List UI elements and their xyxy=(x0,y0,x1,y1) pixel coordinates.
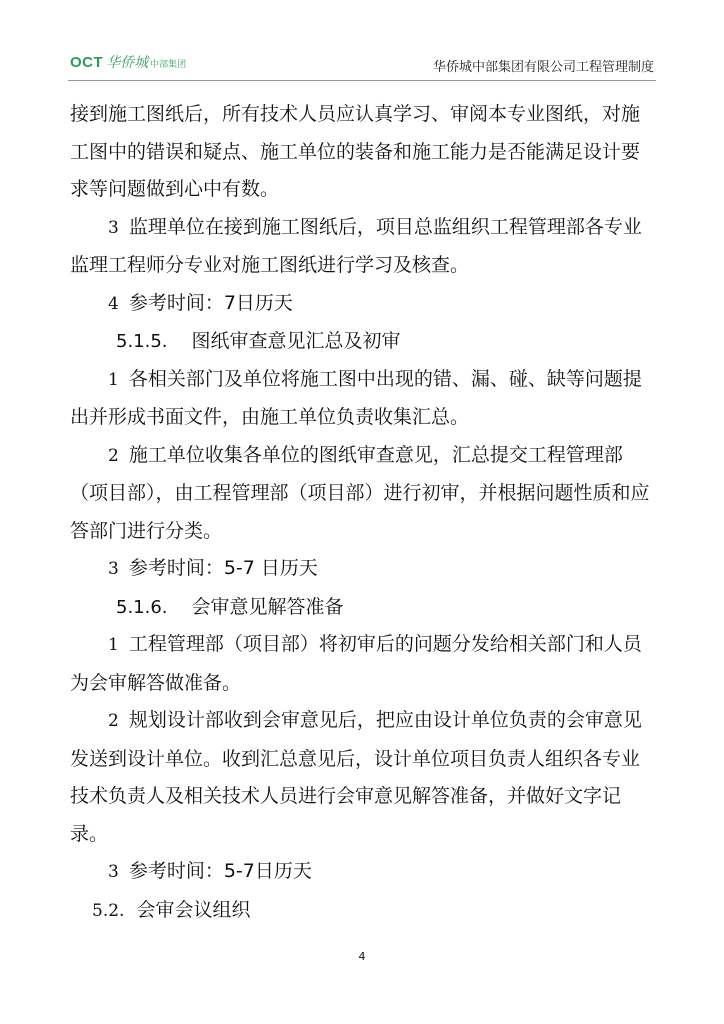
section-title: 会审会议组织 xyxy=(136,898,251,921)
item-text: 监理单位在接到施工图纸后，项目总监组织工程管理部各专业监理工程师分专业对施工图纸进行学习及核查。 xyxy=(70,215,642,276)
item-number: 4 xyxy=(108,293,119,314)
item-text: 规划设计部收到会审意见后，把应由设计单位负责的会审意见发送到设计单位。收到汇总意见后，设计单位项目负责人组织各专业技术负责人及相关技术人员进行会审意见解答准备，并做好文字记录。 xyxy=(70,709,642,845)
section-title: 图纸审查意见汇总及初审 xyxy=(191,330,401,352)
item-text: 施工单位收集各单位的图纸审查意见，汇总提交工程管理部（项目部），由工程管理部（项目部）进行初审，并根据问题性质和应答部门进行分类。 xyxy=(70,443,650,542)
item-number: 2 xyxy=(108,711,119,731)
paragraph-3 xyxy=(70,285,656,324)
item-number: 3 xyxy=(108,559,119,579)
section-number: 5.1.6. xyxy=(116,596,168,618)
paragraph-5 xyxy=(70,437,656,551)
paragraph-2 xyxy=(70,209,656,285)
section-number: 5.2. xyxy=(92,900,125,921)
paragraph-7 xyxy=(70,626,656,702)
document-body xyxy=(70,96,656,930)
paragraph-6 xyxy=(70,550,656,589)
section-heading-5-2 xyxy=(92,892,656,931)
item-number: 1 xyxy=(108,635,119,655)
item-text: 参考时间：5-7日历天 xyxy=(128,860,312,882)
page-number: 4 xyxy=(358,950,366,963)
page-header xyxy=(0,0,724,84)
logo-oct-text: OCT xyxy=(70,54,104,71)
item-text: 各相关部门及单位将施工图中出现的错、漏、碰、缺等问题提出并形成书面文件，由施工单位负责收集汇总。 xyxy=(70,367,642,428)
paragraph-1: 接到施工图纸后，所有技术人员应认真学习、审阅本专业图纸，对施工图中的错误和疑点、施工单位的装备和施工能力是否能满足设计要求等问题做到心中有数。 xyxy=(70,103,641,200)
paragraph-8 xyxy=(70,702,656,853)
logo-script-text: 华侨城 xyxy=(106,55,149,71)
logo-sub-text: 中部集团 xyxy=(150,60,187,70)
item-number: 3 xyxy=(108,862,119,882)
item-number: 3 xyxy=(108,217,119,238)
header-title: 华侨城中部集团有限公司工程管理制度 xyxy=(432,60,654,75)
header-divider xyxy=(68,80,656,81)
item-text: 工程管理部（项目部）将初审后的问题分发给相关部门和人员为会审解答做准备。 xyxy=(70,633,642,694)
item-number: 2 xyxy=(108,445,119,466)
paragraph-9 xyxy=(70,853,656,892)
item-text: 参考时间：5-7 日历天 xyxy=(128,557,318,579)
section-heading-5-1-5 xyxy=(116,323,656,361)
section-title: 会审意见解答准备 xyxy=(191,595,344,618)
item-number: 1 xyxy=(108,369,119,390)
item-text: 参考时间：7日历天 xyxy=(128,291,293,314)
section-heading-5-1-6 xyxy=(116,589,656,627)
company-logo xyxy=(70,52,186,72)
section-number: 5.1.5. xyxy=(116,331,168,352)
paragraph-4 xyxy=(70,361,656,437)
